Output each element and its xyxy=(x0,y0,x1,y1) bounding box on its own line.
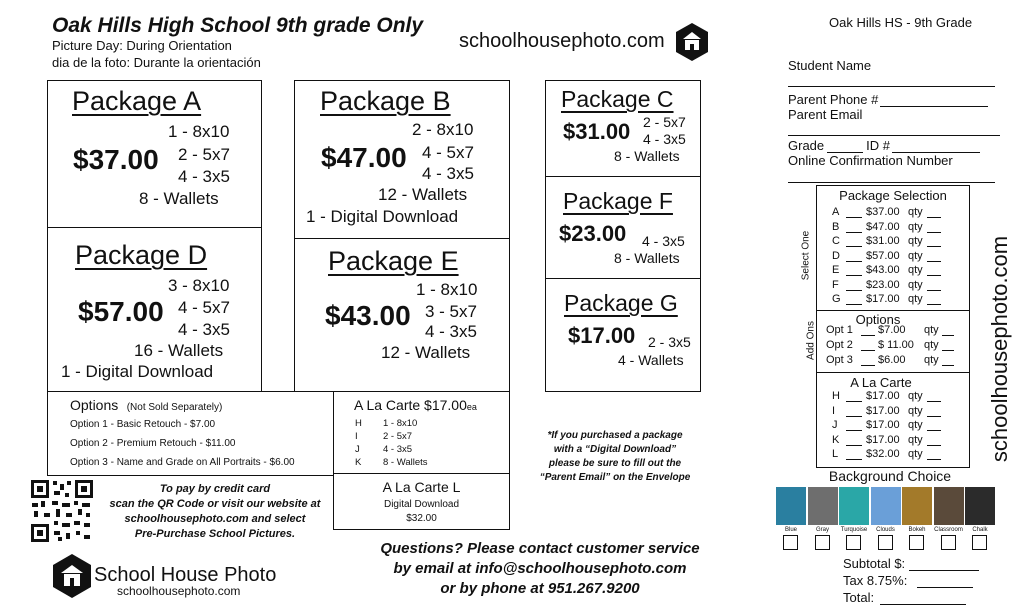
alacarte-item: 1 - 8x10 xyxy=(383,418,418,429)
package-a-item: 1 - 8x10 xyxy=(168,122,230,141)
background-checkbox[interactable] xyxy=(878,535,893,550)
alacarte-selection-title: A La Carte xyxy=(850,375,912,390)
alacarte-selection-letter: I xyxy=(832,404,836,417)
alacarte-check-field[interactable] xyxy=(846,449,862,460)
alacarte-selection-letter: L xyxy=(832,448,839,460)
alacarte-selection-row xyxy=(832,434,941,446)
package-f-item: 8 - Wallets xyxy=(614,250,680,266)
selection-check-field[interactable] xyxy=(846,222,862,233)
background-label: Bokeh xyxy=(908,527,926,533)
alacarte-qty-label: qty xyxy=(908,404,923,417)
selection-qty-label: qty xyxy=(908,293,923,305)
grade-field[interactable] xyxy=(827,138,863,153)
background-swatch[interactable] xyxy=(839,487,869,525)
background-checkbox[interactable] xyxy=(846,535,861,550)
qr-code-icon[interactable] xyxy=(30,479,94,543)
alacarte-selection-row xyxy=(832,419,941,431)
selection-qty-label: qty xyxy=(908,235,923,247)
alacarte-qty-field[interactable] xyxy=(927,449,941,460)
digital-note-line: “Parent Email” on the Envelope xyxy=(539,472,691,483)
alacarte-qty-field[interactable] xyxy=(927,435,941,446)
alacarte-l-desc: Digital Download xyxy=(383,499,460,510)
parent-email-field[interactable] xyxy=(788,135,1000,136)
student-name-field[interactable] xyxy=(788,86,995,87)
logo-name: School House Photo xyxy=(94,564,277,586)
alacarte-letter: H xyxy=(355,418,362,429)
alacarte-selection-price: $17.00 xyxy=(866,390,900,402)
options-item: Option 3 - Name and Grade on All Portraits - $6.00 xyxy=(70,457,295,468)
contact-line: by email at info@schoolhousephoto.com xyxy=(393,560,687,577)
package-c-price: $31.00 xyxy=(563,119,631,144)
package-selection-row xyxy=(832,206,941,218)
package-d-item: 3 - 8x10 xyxy=(168,276,230,295)
tax-label xyxy=(843,573,973,588)
add-ons-label: Add Ons xyxy=(805,321,817,360)
package-g-item: 2 - 3x5 xyxy=(648,334,691,350)
alacarte-qty-field[interactable] xyxy=(927,406,941,417)
digital-note-line: with a “Digital Download” xyxy=(553,444,677,455)
selection-letter: E xyxy=(832,264,840,276)
selection-letter: C xyxy=(832,235,840,247)
selection-check-field[interactable] xyxy=(846,265,862,276)
alacarte-l-title: A La Carte L xyxy=(382,479,461,495)
options-item: Option 1 - Basic Retouch - $7.00 xyxy=(70,419,216,430)
package-f-title: Package F xyxy=(563,188,673,214)
credit-note-line: scan the QR Code or visit our website at xyxy=(109,498,321,510)
background-label: Chalk xyxy=(972,527,988,533)
alacarte-selection-letter: K xyxy=(832,433,840,446)
package-d-title: Package D xyxy=(75,240,208,270)
brand-url: schoolhousephoto.com xyxy=(459,30,665,52)
picture-day: Picture Day: During Orientation xyxy=(52,38,232,53)
selection-check-field[interactable] xyxy=(846,236,862,247)
package-e-item: 3 - 5x7 xyxy=(425,302,477,321)
selection-letter: G xyxy=(832,293,841,305)
total-field[interactable] xyxy=(880,590,966,605)
package-e-item: 4 - 3x5 xyxy=(425,322,477,341)
subtotal-field[interactable] xyxy=(909,556,979,571)
credit-note-line: To pay by credit card xyxy=(159,483,271,495)
package-c-item: 4 - 3x5 xyxy=(643,131,686,147)
contact-line: or by phone at 951.267.9200 xyxy=(440,580,640,597)
addon-label: Opt 3 xyxy=(826,354,853,366)
package-b-price: $47.00 xyxy=(321,142,407,173)
selection-letter: F xyxy=(832,278,839,291)
alacarte-letter: I xyxy=(355,431,358,442)
selection-price: $23.00 xyxy=(866,278,900,291)
alacarte-check-field[interactable] xyxy=(846,420,862,431)
background-swatch[interactable] xyxy=(902,487,932,525)
package-selection-row xyxy=(832,250,941,262)
package-selection-row xyxy=(832,264,941,276)
addon-qty-field[interactable] xyxy=(942,340,954,351)
id-text: ID # xyxy=(866,138,890,153)
package-a-item: 4 - 3x5 xyxy=(178,167,230,186)
package-selection-title: Package Selection xyxy=(839,188,947,203)
background-label: Classroom xyxy=(934,527,963,533)
options-item: Option 2 - Premium Retouch - $11.00 xyxy=(70,438,236,449)
alacarte-check-field[interactable] xyxy=(846,435,862,446)
selection-qty-field[interactable] xyxy=(927,280,941,291)
alacarte-selection-price: $17.00 xyxy=(866,404,900,417)
selection-qty-field[interactable] xyxy=(927,265,941,276)
addon-check-field[interactable] xyxy=(861,325,875,336)
addon-label: Opt 1 xyxy=(826,324,853,336)
addon-price: $ 11.00 xyxy=(878,339,914,351)
package-b-item: 4 - 3x5 xyxy=(422,164,474,183)
addon-qty-label: qty xyxy=(924,324,939,336)
background-swatch[interactable] xyxy=(934,487,964,525)
package-d-item: 4 - 5x7 xyxy=(178,298,230,317)
picture-day-es: dia de la foto: Durante la orientación xyxy=(52,55,261,70)
school-corner: Oak Hills HS - 9th Grade xyxy=(829,15,973,30)
selection-price: $31.00 xyxy=(866,235,900,247)
logo-url: schoolhousephoto.com xyxy=(117,584,241,598)
package-b-item: 4 - 5x7 xyxy=(422,143,474,162)
alacarte-qty-field[interactable] xyxy=(927,391,941,402)
select-one-label: Select One xyxy=(800,230,812,281)
selection-letter: D xyxy=(832,249,840,262)
background-title: Background Choice xyxy=(828,468,952,484)
selection-qty-field[interactable] xyxy=(927,222,941,233)
addon-check-field[interactable] xyxy=(861,340,875,351)
package-g-title: Package G xyxy=(564,290,678,316)
selection-check-field[interactable] xyxy=(846,280,862,291)
total-text: Total: xyxy=(843,590,875,605)
package-selection-row xyxy=(832,221,941,233)
alacarte-check-field[interactable] xyxy=(846,391,862,402)
addon-check-field[interactable] xyxy=(861,355,875,366)
selection-check-field[interactable] xyxy=(846,251,862,262)
addon-price: $7.00 xyxy=(878,324,906,336)
selection-check-field[interactable] xyxy=(846,294,862,305)
alacarte-title-text: A La Carte $17.00 xyxy=(354,397,467,413)
alacarte-selection-row xyxy=(832,390,941,402)
tax-text: Tax 8.75%: xyxy=(843,573,908,588)
package-selection-row xyxy=(832,235,941,247)
credit-note-line: schoolhousephoto.com and select xyxy=(124,513,306,525)
addons-title: Options xyxy=(855,312,901,327)
background-checkbox[interactable] xyxy=(972,535,987,550)
selection-check-field[interactable] xyxy=(846,207,862,218)
selection-qty-label: qty xyxy=(908,249,923,262)
alacarte-qty-field[interactable] xyxy=(927,420,941,431)
background-checkbox[interactable] xyxy=(815,535,830,550)
selection-price: $47.00 xyxy=(866,220,900,233)
parent-phone-field[interactable] xyxy=(880,92,988,107)
parent-phone-label xyxy=(788,92,988,107)
package-a-title: Package A xyxy=(72,86,202,116)
school-house-logo-icon xyxy=(52,553,92,599)
grade-label xyxy=(788,138,980,153)
subtotal-label xyxy=(843,556,979,571)
tax-field[interactable] xyxy=(917,573,973,588)
addon-qty-label: qty xyxy=(924,354,939,366)
selection-qty-label: qty xyxy=(908,220,923,233)
addon-row xyxy=(826,339,954,351)
alacarte-selection-row xyxy=(832,448,941,460)
selection-qty-field[interactable] xyxy=(927,236,941,247)
selection-qty-field[interactable] xyxy=(927,294,941,305)
confirmation-label: Online Confirmation Number xyxy=(788,153,953,168)
background-checkbox[interactable] xyxy=(783,535,798,550)
package-c-title: Package C xyxy=(561,86,674,112)
selection-qty-label: qty xyxy=(908,278,923,291)
confirmation-field[interactable] xyxy=(788,182,995,183)
selection-price: $57.00 xyxy=(866,249,900,262)
alacarte-selection-price: $17.00 xyxy=(866,419,900,431)
package-a-item: 8 - Wallets xyxy=(139,189,219,208)
alacarte-item: 2 - 5x7 xyxy=(383,431,413,442)
digital-note-line: please be sure to fill out the xyxy=(548,458,682,469)
subtotal-text: Subtotal $: xyxy=(843,556,906,571)
addon-qty-field[interactable] xyxy=(942,325,954,336)
addon-label: Opt 2 xyxy=(826,339,853,351)
contact-line: Questions? Please contact customer service xyxy=(380,540,700,557)
addon-price: $6.00 xyxy=(878,354,906,366)
alacarte-letter: K xyxy=(355,457,362,468)
alacarte-selection-letter: H xyxy=(832,390,840,402)
background-label: Clouds xyxy=(876,527,895,533)
addon-row xyxy=(826,324,954,336)
package-d-price: $57.00 xyxy=(78,296,164,327)
selection-qty-label: qty xyxy=(908,206,923,218)
background-label: Blue xyxy=(784,527,797,533)
selection-qty-field[interactable] xyxy=(927,207,941,218)
page-title: Oak Hills High School 9th grade Only xyxy=(52,14,424,37)
package-e-price: $43.00 xyxy=(325,300,411,331)
background-swatch[interactable] xyxy=(871,487,901,525)
package-e-item: 1 - 8x10 xyxy=(416,280,478,299)
package-a-price: $37.00 xyxy=(73,144,159,175)
addon-qty-label: qty xyxy=(924,339,939,351)
selection-letter: A xyxy=(832,206,840,218)
background-checkbox[interactable] xyxy=(941,535,956,550)
total-label xyxy=(843,590,966,605)
selection-price: $17.00 xyxy=(866,293,900,305)
alacarte-selection-letter: J xyxy=(832,419,838,431)
package-d-item: 4 - 3x5 xyxy=(178,320,230,339)
house-logo-icon xyxy=(674,22,710,62)
selection-price: $37.00 xyxy=(866,206,900,218)
package-e-item: 12 - Wallets xyxy=(381,343,471,362)
addon-row xyxy=(826,354,954,366)
alacarte-qty-label: qty xyxy=(908,419,923,431)
options-note: (Not Sold Separately) xyxy=(126,402,223,413)
package-f-price: $23.00 xyxy=(559,221,627,246)
options-title xyxy=(70,397,222,415)
alacarte-qty-label: qty xyxy=(908,448,923,460)
package-d-item: 1 - Digital Download xyxy=(61,362,214,381)
background-label: Turquoise xyxy=(840,527,868,533)
alacarte-item: 8 - Wallets xyxy=(383,457,428,468)
alacarte-qty-label: qty xyxy=(908,390,923,402)
student-name-label: Student Name xyxy=(788,58,872,73)
package-g-item: 4 - Wallets xyxy=(618,352,684,368)
alacarte-title xyxy=(354,397,477,415)
background-swatch[interactable] xyxy=(776,487,806,525)
background-checkbox[interactable] xyxy=(909,535,924,550)
package-selection-row xyxy=(832,279,941,291)
alacarte-item: 4 - 3x5 xyxy=(383,444,413,455)
background-label: Gray xyxy=(815,527,829,533)
package-selection-row xyxy=(832,293,941,305)
alacarte-check-field[interactable] xyxy=(846,406,862,417)
parent-phone-text: Parent Phone # xyxy=(788,92,879,107)
alacarte-selection-price: $17.00 xyxy=(866,433,900,446)
package-e-title: Package E xyxy=(328,246,459,276)
alacarte-l-price: $32.00 xyxy=(406,513,437,524)
vertical-brand-url: schoolhousephoto.com xyxy=(987,235,1012,463)
package-c-item: 2 - 5x7 xyxy=(643,114,686,130)
package-g-price: $17.00 xyxy=(568,323,636,348)
addon-qty-field[interactable] xyxy=(942,355,954,366)
alacarte-qty-label: qty xyxy=(908,433,923,446)
credit-note-line: Pre-Purchase School Pictures. xyxy=(134,528,296,540)
digital-note-line: *If you purchased a package xyxy=(547,430,683,441)
alacarte-selection-row xyxy=(832,405,941,417)
grade-text: Grade xyxy=(788,138,825,153)
package-b-item: 12 - Wallets xyxy=(378,185,468,204)
selection-qty-field[interactable] xyxy=(927,251,941,262)
package-b-item: 1 - Digital Download xyxy=(306,207,459,226)
package-b-item: 2 - 8x10 xyxy=(412,120,474,139)
package-c-item: 8 - Wallets xyxy=(614,148,680,164)
package-a-item: 2 - 5x7 xyxy=(178,145,230,164)
alacarte-selection-price: $32.00 xyxy=(866,448,900,460)
alacarte-suffix: ea xyxy=(466,402,477,412)
id-field[interactable] xyxy=(892,138,980,153)
selection-qty-label: qty xyxy=(908,264,923,276)
package-b-title: Package B xyxy=(320,86,451,116)
selection-price: $43.00 xyxy=(866,264,900,276)
alacarte-letter: J xyxy=(355,444,360,455)
options-title-text: Options xyxy=(70,397,119,413)
selection-letter: B xyxy=(832,220,840,233)
parent-email-label: Parent Email xyxy=(788,107,863,122)
package-d-item: 16 - Wallets xyxy=(134,341,224,360)
package-f-item: 4 - 3x5 xyxy=(642,233,685,249)
background-swatch[interactable] xyxy=(808,487,838,525)
